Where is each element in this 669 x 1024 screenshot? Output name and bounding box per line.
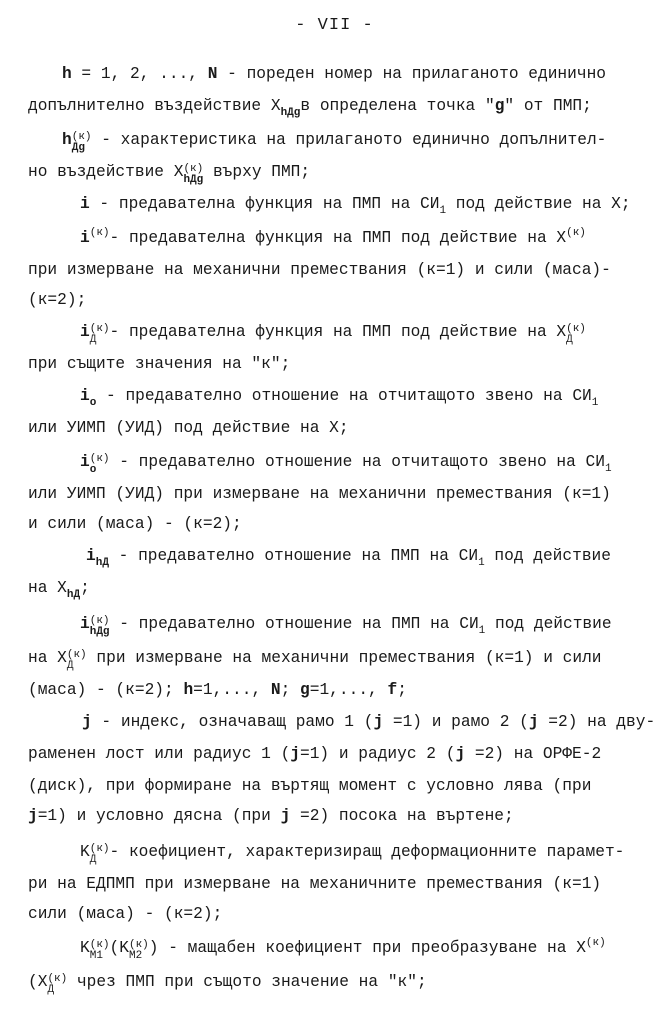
symbol-K: K [80, 939, 90, 957]
symbol-j: j [82, 713, 92, 731]
text: ; [80, 579, 90, 597]
sup-sub [129, 940, 149, 962]
text: (X [28, 973, 48, 991]
text-line-10: при същите значения на "к"; [28, 355, 291, 373]
text: =2) на ОРФЕ-2 [465, 745, 602, 763]
superscript: (к) [89, 843, 110, 855]
text: - предавателно отношение на отчитащото звено на СИ [109, 453, 605, 471]
text: върху ПМП; [203, 163, 311, 181]
text-line-28 [80, 938, 606, 962]
subscript: o [89, 397, 97, 409]
symbol-K: K [80, 843, 90, 861]
text-line-15: и сили (маса) - (к=2); [28, 515, 242, 533]
text: - предавателно отношение на отчитащото звено на СИ [96, 387, 592, 405]
text-line-4 [28, 162, 310, 186]
sup-sub [47, 974, 67, 996]
subscript: Дg [71, 142, 85, 154]
text-line-3 [62, 130, 606, 154]
sup-sub [90, 844, 110, 866]
text: =1) и радиус 2 ( [300, 745, 456, 763]
text-line-26: ри на ЕДПМП при измерване на механичните премествания (к=1) [28, 875, 602, 893]
subscript: hД [95, 557, 109, 569]
text: =1,..., [309, 681, 388, 699]
text-line-25 [80, 842, 624, 866]
symbol-j: j [290, 745, 300, 763]
symbol-g: g [494, 97, 505, 115]
text-line-27: сили (маса) - (к=2); [28, 905, 223, 923]
sup-sub [90, 324, 110, 346]
symbol-j: j [28, 807, 38, 825]
symbol-N: N [270, 681, 281, 699]
text: =1,..., [193, 681, 271, 699]
text-line-6 [80, 228, 586, 248]
sup-sub [566, 324, 586, 346]
superscript: (к) [566, 227, 586, 239]
symbol-f: f [387, 681, 398, 699]
symbol-j: j [455, 745, 466, 763]
page-number: - VII - [295, 16, 374, 35]
superscript: (к) [183, 163, 204, 175]
superscript: (к) [89, 615, 110, 627]
superscript: (к) [89, 453, 110, 465]
text: в определена точка " [300, 97, 495, 115]
symbol-N: N [207, 65, 218, 83]
text-line-2 [28, 96, 592, 119]
text-line-11 [80, 386, 599, 409]
subscript: M2 [128, 950, 143, 962]
superscript: (к) [47, 973, 68, 985]
text: - характеристика на прилаганото единично допълнител- [91, 131, 607, 149]
text: =1) и рамо 2 ( [383, 713, 529, 731]
symbol-j: j [280, 807, 291, 825]
text-line-23: (диск), при формиране на въртящ момент с условно лява (при [28, 777, 592, 795]
sup-sub [183, 164, 203, 186]
subscript: Д [66, 660, 74, 672]
text: на X [28, 649, 67, 667]
text: - пореден номер на прилаганото единично [217, 65, 607, 83]
text: " от ПМП; [504, 97, 592, 115]
text: ; [397, 681, 407, 699]
subscript: Д [89, 854, 97, 866]
subscript: 1 [478, 557, 485, 569]
text-line-14: или УИМП (УИД) при измерване на механични премествания (к=1) [28, 485, 611, 503]
text-line-19 [28, 648, 602, 672]
superscript: (к) [66, 649, 87, 661]
text: = 1, 2, ..., [71, 65, 208, 83]
text: - предавателно отношение на ПМП на СИ [108, 547, 479, 565]
symbol-g: g [300, 681, 310, 699]
symbol-i: i [80, 615, 90, 633]
subscript: hДg [183, 174, 204, 186]
text: - индекс, означаващ рамо 1 ( [91, 713, 374, 731]
superscript: (к) [89, 227, 110, 239]
text: под действие [484, 547, 611, 565]
symbol-i: i [80, 387, 90, 405]
subscript: 1 [478, 625, 486, 637]
superscript: (к) [128, 939, 149, 951]
text: - коефициент, характеризиращ деформационните парамет- [109, 843, 625, 861]
text-line-13 [80, 452, 612, 476]
text-line-1 [62, 64, 606, 84]
text: - предавателно отношение на ПМП на СИ [109, 615, 479, 633]
text-line-17 [28, 578, 90, 601]
superscript: (к) [585, 937, 606, 949]
text: - предавателна функция на ПМП под действие на X [109, 229, 567, 247]
symbol-h: h [183, 681, 194, 699]
subscript: M1 [89, 950, 103, 962]
symbol-j: j [373, 713, 384, 731]
sup-sub [67, 650, 87, 672]
symbol-i: i [80, 229, 90, 247]
text-line-9 [80, 322, 586, 346]
text: под действие на X; [446, 195, 631, 213]
superscript: (к) [71, 131, 92, 143]
subscript: 1 [604, 463, 612, 475]
symbol-i: i [80, 323, 90, 341]
text: раменен лост или радиус 1 ( [28, 745, 291, 763]
text-line-21 [82, 712, 655, 732]
sup-sub [90, 616, 110, 638]
text-line-16 [86, 546, 611, 569]
subscript: 1 [439, 205, 447, 217]
subscript: Д [89, 334, 97, 346]
text: но въздействие X [28, 163, 184, 181]
text: =2) на дву- [538, 713, 656, 731]
subscript: hДg [89, 626, 110, 638]
text: ) - мащабен коефициент при преобразуване на X [148, 939, 586, 957]
text-line-24 [28, 806, 514, 826]
subscript: 1 [591, 397, 599, 409]
text: на X [28, 579, 67, 597]
text: (маса) - (к=2); [28, 681, 184, 699]
text-line-29 [28, 972, 427, 996]
text: ; [280, 681, 301, 699]
symbol-i: i [80, 195, 90, 213]
text: допълнително въздействие X [28, 97, 281, 115]
symbol-i: i [80, 453, 90, 471]
text: под действие [485, 615, 612, 633]
text: при измерване на механични премествания (к=1) и сили [86, 649, 602, 667]
text-line-7: при измерване на механични премествания (к=1) и сили (маса)- [28, 261, 611, 279]
subscript: hД [66, 589, 81, 601]
symbol-j: j [528, 713, 539, 731]
symbol-h: h [62, 131, 72, 149]
subscript: Д [566, 334, 573, 346]
subscript: o [89, 464, 97, 476]
subscript: hДg [280, 107, 301, 119]
text-line-5 [80, 194, 631, 217]
sup-sub [72, 132, 92, 154]
text-line-18 [80, 614, 612, 638]
text-line-8: (к=2); [28, 291, 87, 309]
sup-sub [90, 940, 110, 962]
text: чрез ПМП при същото значение на "к"; [67, 973, 427, 991]
text: - предавателна функция на ПМП на СИ [89, 195, 440, 213]
sup-sub [90, 454, 110, 476]
superscript: (к) [566, 323, 586, 335]
text-line-22 [28, 744, 601, 764]
text: =2) посока на въртене; [290, 807, 514, 825]
subscript: Д [47, 984, 55, 996]
symbol-h: h [62, 65, 72, 83]
text: =1) и условно дясна (при [37, 807, 281, 825]
text-line-20 [28, 680, 407, 700]
superscript: (к) [89, 323, 110, 335]
superscript: (к) [89, 939, 110, 951]
symbol-i: i [86, 547, 96, 565]
text: (K [109, 939, 129, 957]
text: - предавателна функция на ПМП под действие на X [109, 323, 567, 341]
text-line-12: или УИМП (УИД) под действие на X; [28, 419, 349, 437]
